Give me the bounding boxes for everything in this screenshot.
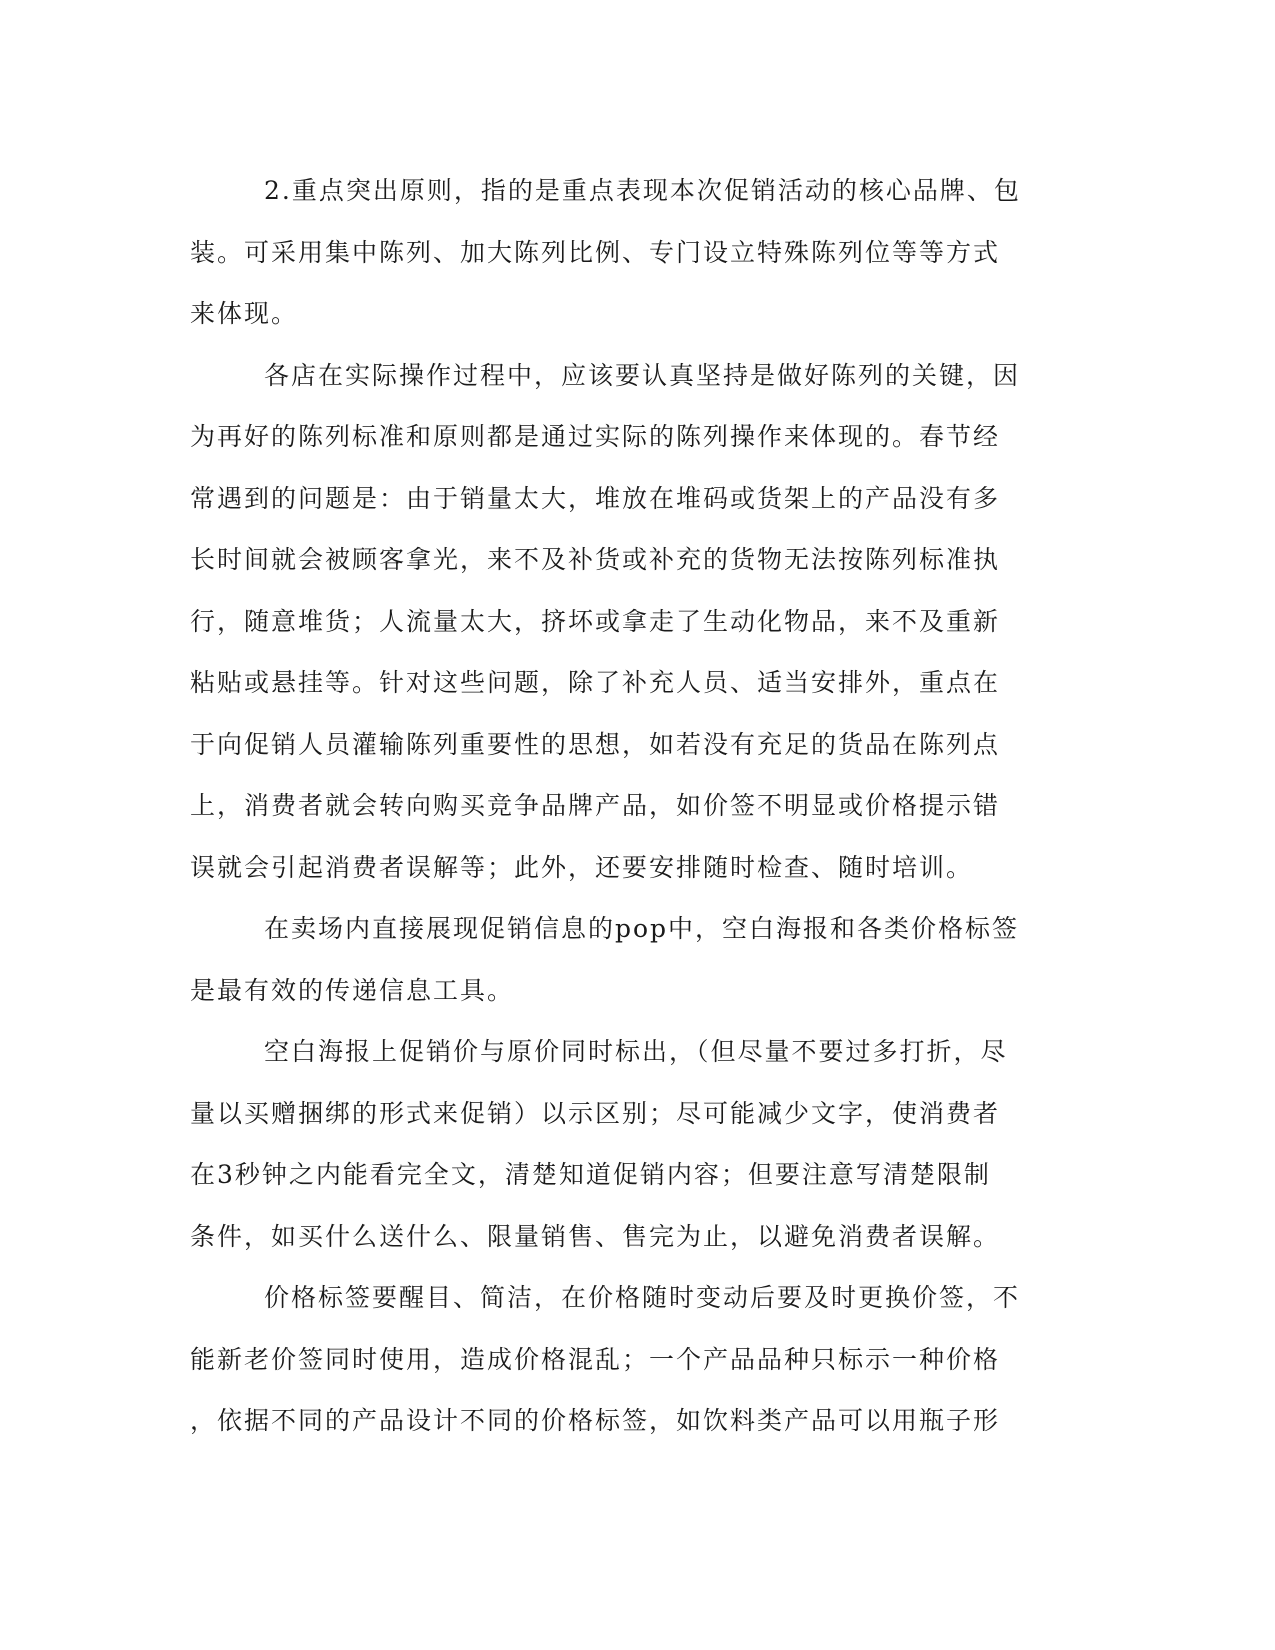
paragraph-line: ，依据不同的产品设计不同的价格标签，如饮料类产品可以用瓶子形 [190,1406,1001,1435]
paragraph-line: 量以买赠捆绑的形式来促销）以示区别；尽可能减少文字，使消费者 [190,1098,1001,1128]
paragraph-line: 价格标签要醒目、简洁，在价格随时变动后要及时更换价签，不 [264,1283,1021,1312]
paragraph-line: 能新老价签同时使用，造成价格混乱；一个产品品种只标示一种价格 [190,1344,1001,1374]
paragraph-line: 误就会引起消费者误解等；此外，还要安排随时检查、随时培训。 [190,852,974,882]
paragraph-line: 行，随意堆货；人流量太大，挤坏或拿走了生动化物品，来不及重新 [190,606,1001,636]
paragraph-line: 条件，如买什么送什么、限量销售、售完为止，以避免消费者误解。 [190,1221,1001,1251]
paragraph-line: 装。可采用集中陈列、加大陈列比例、专门设立特殊陈列位等等方式 [190,237,1001,267]
paragraph-line: 上，消费者就会转向购买竞争品牌产品，如价签不明显或价格提示错 [190,791,1001,820]
paragraph-line: 是最有效的传递信息工具。 [190,975,515,1005]
paragraph-line: 各店在实际操作过程中，应该要认真坚持是做好陈列的关键，因 [264,360,1021,390]
paragraph-line: 2.重点突出原则，指的是重点表现本次促销活动的核心品牌、包 [264,176,1021,205]
paragraph-line: 粘贴或悬挂等。针对这些问题，除了补充人员、适当安排外，重点在 [190,668,1001,697]
paragraph-line: 常遇到的问题是：由于销量太大，堆放在堆码或货架上的产品没有多 [190,483,1001,513]
paragraph-line: 于向促销人员灌输陈列重要性的思想，如若没有充足的货品在陈列点 [190,729,1001,759]
paragraph-line: 为再好的陈列标准和原则都是通过实际的陈列操作来体现的。春节经 [190,422,1001,451]
paragraph-line: 来体现。 [190,299,299,328]
paragraph-line: 长时间就会被顾客拿光，来不及补货或补充的货物无法按陈列标准执 [190,545,1001,574]
paragraph-line: 空白海报上促销价与原价同时标出，（但尽量不要过多打折，尽 [264,1037,1008,1066]
paragraph-line: 在3秒钟之内能看完全文，清楚知道促销内容；但要注意写清楚限制 [190,1160,991,1189]
paragraph-line: 在卖场内直接展现促销信息的pop中，空白海报和各类价格标签 [264,914,1020,943]
document-body [190,160,1090,1452]
